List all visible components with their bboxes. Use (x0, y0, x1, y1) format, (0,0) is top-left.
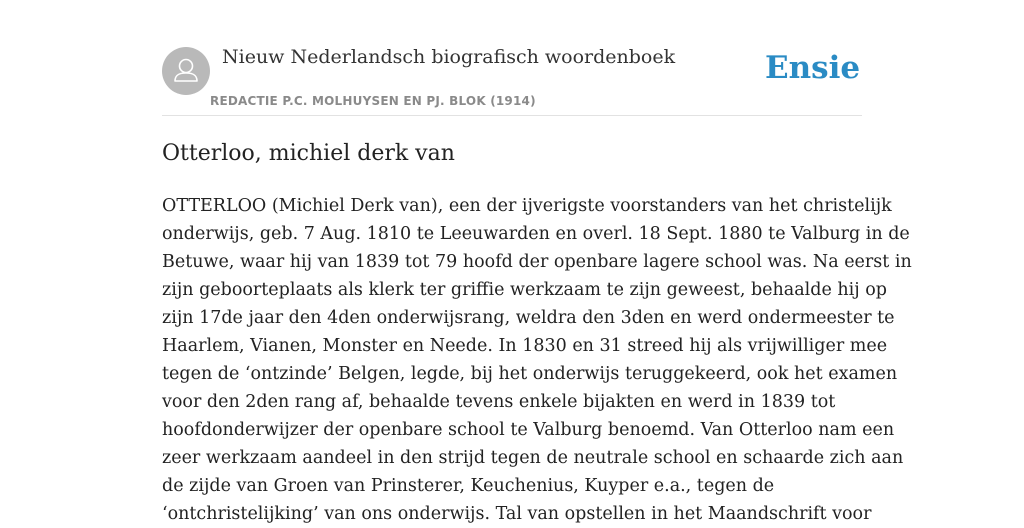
entry-body-line: tegen de ‘ontzinde’ Belgen, legde, bij het onderwijs teruggekeerd, ook het examen (162, 364, 898, 384)
header-divider (162, 115, 862, 116)
entry-body-line: Betuwe, waar hij van 1839 tot 79 hoofd der openbare lagere school was. Na eerst in (162, 252, 912, 272)
entry-body-line: onderwijs, geb. 7 Aug. 1810 te Leeuwarden en overl. 18 Sept. 1880 te Valburg in de (162, 224, 910, 244)
entry-body-line: hoofdonderwijzer der openbare school te Valburg benoemd. Van Otterloo nam een (162, 420, 895, 440)
entry-title: Otterloo, michiel derk van (162, 141, 455, 166)
entry-body-line: zijn 17de jaar den 4den onderwijsrang, weldra den 3den en werd ondermeester te (162, 308, 895, 328)
user-icon (162, 47, 210, 95)
entry-body-line: zeer werkzaam aandeel in den strijd tegen de neutrale school en schaarde zich aan (162, 448, 904, 468)
entry-body-line: ‘ontchristelijking’ van ons onderwijs. Tal van opstellen in het Maandschrift voor (162, 504, 872, 524)
entry-body-line: de zijde van Groen van Prinsterer, Keuchenius, Kuyper e.a., tegen de (162, 476, 775, 496)
user-avatar-icon[interactable] (162, 47, 210, 95)
entry-body-line: voor den 2den rang af, behaalde tevens enkele bijakten en werd in 1839 tot (162, 392, 836, 412)
entry-body-line: zijn geboorteplaats als klerk ter griffie werkzaam te zijn geweest, behaalde hij op (162, 280, 887, 300)
entry-body-line: OTTERLOO (Michiel Derk van), een der ijverigste voorstanders van het christelijk (162, 196, 892, 216)
source-title[interactable]: Nieuw Nederlandsch biografisch woordenboek (222, 46, 676, 68)
ensie-logo[interactable]: Ensie (765, 50, 861, 86)
entry-body (162, 192, 912, 528)
source-subtitle: REDACTIE P.C. MOLHUYSEN EN PJ. BLOK (1914) (210, 94, 536, 108)
entry-body-line: Haarlem, Vianen, Monster en Neede. In 1830 en 31 streed hij als vrijwilliger mee (162, 336, 888, 356)
